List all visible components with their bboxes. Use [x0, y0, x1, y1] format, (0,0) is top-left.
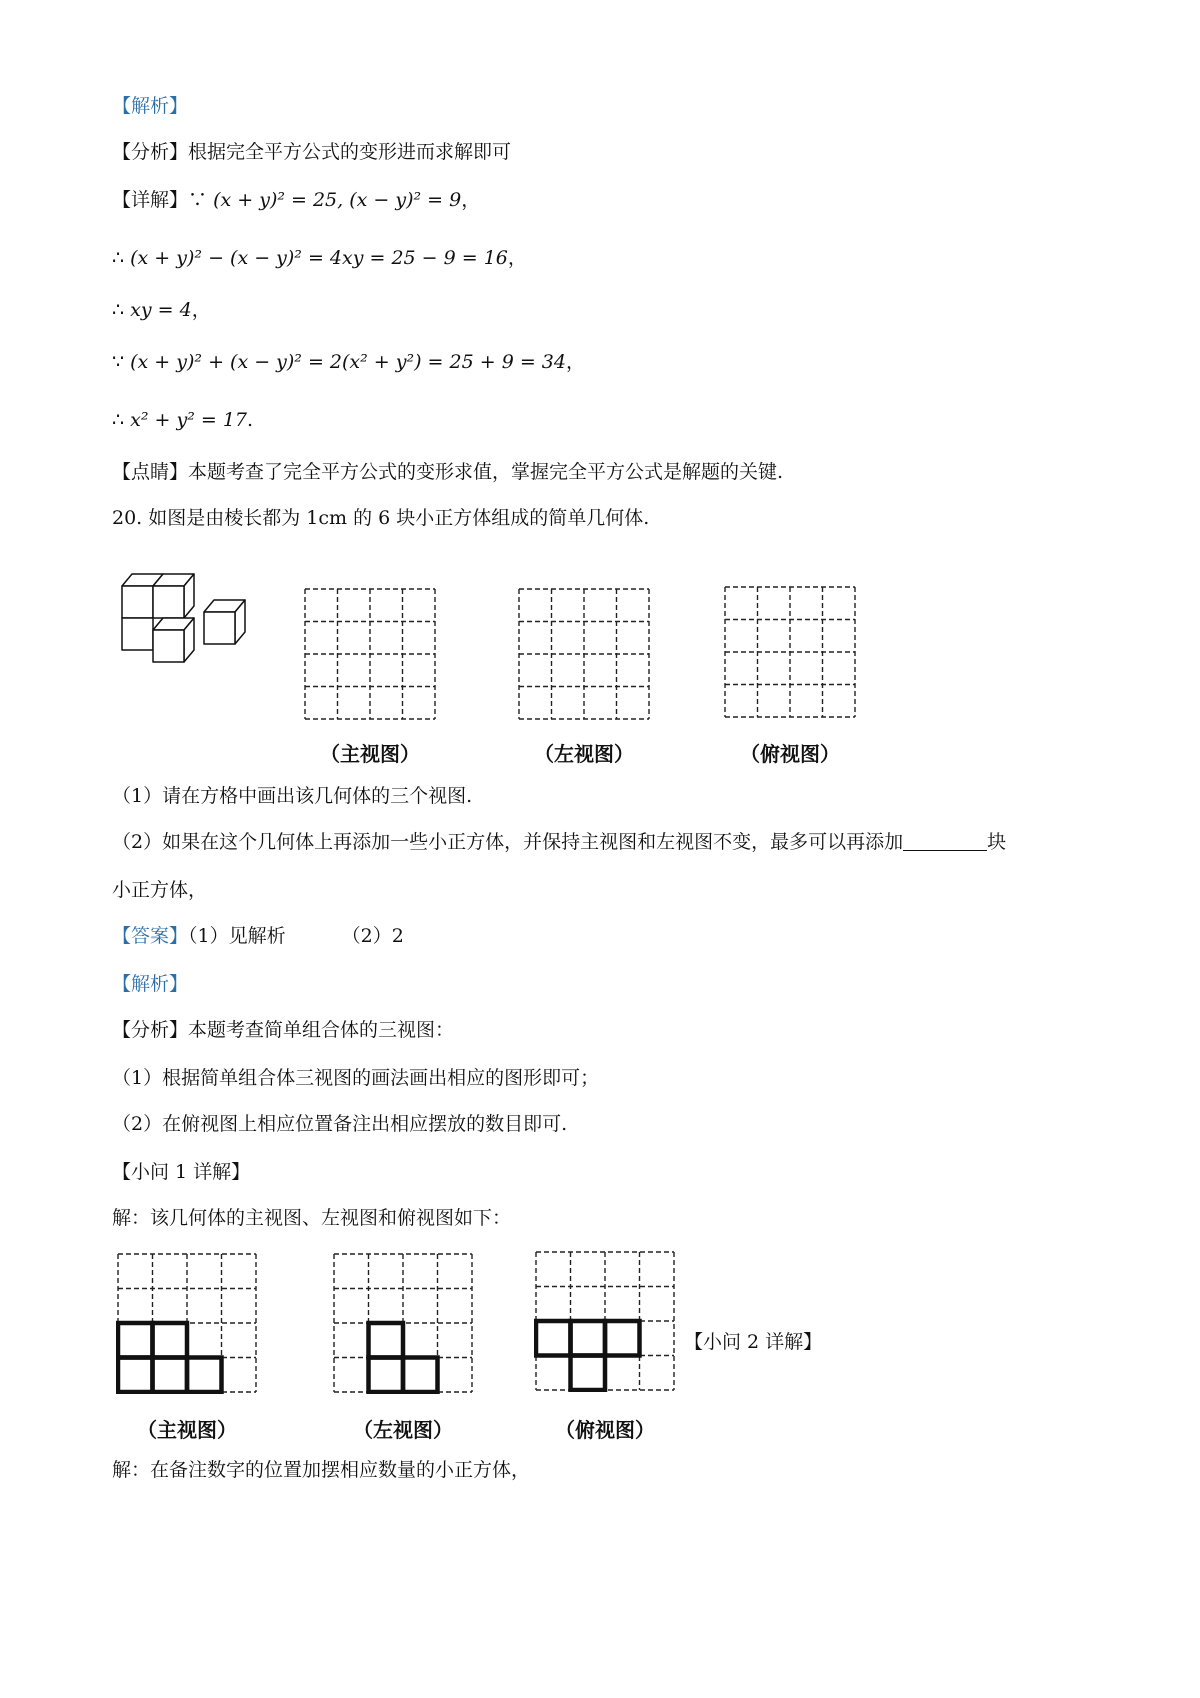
front-view-shape [118, 1323, 222, 1392]
answer-line [112, 922, 404, 950]
answer-caption-top: （俯视图） [555, 1418, 655, 1442]
cube-front [153, 586, 184, 618]
fenxi-tag: 【分析】 [112, 1019, 189, 1041]
detail-line-1 [112, 186, 480, 214]
sub-question-2-text: （2）如果在这个几何体上再添加一些小正方体，并保持主视图和左视图不变，最多可以再添加 [112, 831, 904, 853]
empty-grid-top [724, 586, 856, 718]
answer-blank [903, 830, 987, 851]
equation-given: (x + y)² = 25, (x − y)² = 9 [213, 189, 462, 211]
detail-line-3 [112, 296, 211, 324]
fenxi-text: 根据完全平方公式的变形进而求解即可 [188, 141, 512, 163]
empty-grid-front [304, 588, 436, 720]
comma-2: ， [507, 247, 527, 269]
equation-xy: xy = 4 [130, 299, 192, 321]
comma-1: ， [461, 189, 481, 211]
answer-grid-top [534, 1250, 676, 1392]
answer-grid-left [332, 1252, 474, 1394]
dianjing-line [112, 458, 783, 486]
therefore-symbol: ∴ [112, 409, 125, 431]
sub-question-1: （1）请在方格中画出该几何体的三个视图. [112, 785, 473, 807]
analysis-step-1: （1）根据简单组合体三视图的画法画出相应的图形即可； [112, 1067, 600, 1089]
question-20-stem: 20. 如图是由棱长都为 1cm 的 6 块小正方体组成的简单几何体. [112, 507, 650, 529]
cube-front [204, 612, 235, 644]
period: . [247, 409, 254, 431]
detail-line-2 [112, 244, 527, 272]
answer-2: （2）2 [341, 925, 404, 947]
fenxi-text: 本题考查简单组合体的三视图： [188, 1019, 455, 1041]
daan-tag: 【答案】 [112, 925, 189, 947]
detail-line-4 [112, 348, 585, 376]
detail-heading-1: 【小问 1 详解】 [112, 1161, 251, 1183]
analysis-line [112, 138, 511, 166]
equation-result: x² + y² = 17 [130, 409, 247, 431]
sub-question-2 [112, 828, 1006, 856]
empty-grid-left [518, 588, 650, 720]
caption-top-view: （俯视图） [740, 742, 840, 766]
equation-difference: (x + y)² − (x − y)² = 4xy = 25 − 9 = 16 [130, 247, 508, 269]
solution-part-2: 解：在备注数字的位置加摆相应数量的小正方体， [112, 1459, 531, 1481]
comma-3: ， [191, 299, 211, 321]
analysis-step-2: （2）在俯视图上相应位置备注出相应摆放的数目即可. [112, 1113, 568, 1135]
sub-question-2-cont: 小正方体， [112, 879, 208, 901]
solution-intro: 解：该几何体的主视图、左视图和俯视图如下： [112, 1207, 512, 1229]
fenxi-tag: 【分析】 [112, 141, 189, 163]
dianjing-tag: 【点睛】 [112, 461, 189, 483]
xiangjie-tag: 【详解】 [112, 189, 189, 211]
cube-front [153, 630, 184, 662]
solid-figure [112, 556, 262, 666]
top-view-shape [536, 1321, 640, 1390]
jiexi-heading-2: 【解析】 [112, 973, 189, 995]
because-symbol: ∵ [112, 351, 125, 373]
answer-grid-front [116, 1252, 258, 1394]
caption-left-view: （左视图） [534, 742, 634, 766]
therefore-symbol: ∴ [112, 299, 125, 321]
detail-line-5 [112, 406, 253, 434]
analysis-line-2 [112, 1016, 454, 1044]
comma-4: ， [565, 351, 585, 373]
sub-question-2-unit: 块 [987, 831, 1007, 853]
answer-1: （1）见解析 [188, 925, 286, 947]
therefore-symbol: ∴ [112, 247, 125, 269]
because-symbol: ∵ [188, 189, 208, 211]
equation-sum: (x + y)² + (x − y)² = 2(x² + y²) = 25 + 9 = 34 [130, 351, 566, 373]
caption-front-view: （主视图） [320, 742, 420, 766]
answer-caption-left: （左视图） [353, 1418, 453, 1442]
left-view-shape [369, 1323, 438, 1392]
cube-front [122, 586, 153, 618]
jiexi-heading: 【解析】 [112, 95, 189, 117]
answer-caption-front: （主视图） [137, 1418, 237, 1442]
dianjing-text: 本题考查了完全平方公式的变形求值，掌握完全平方公式是解题的关键. [188, 461, 784, 483]
cube-front [122, 618, 153, 650]
detail-heading-2: 【小问 2 详解】 [684, 1331, 823, 1353]
